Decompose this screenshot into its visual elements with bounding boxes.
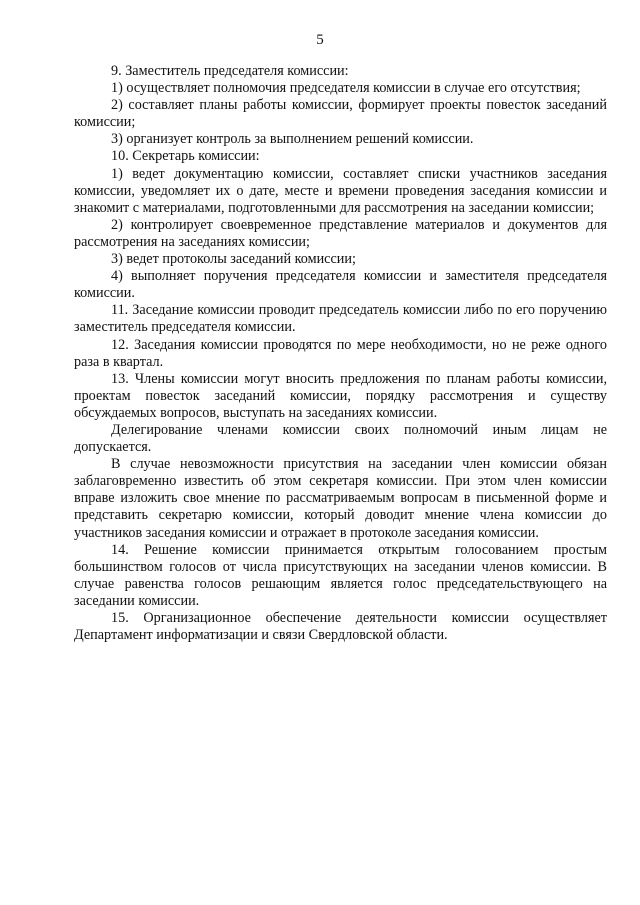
paragraph-9-item-3: 3) организует контроль за выполнением решений комиссии. <box>111 131 474 148</box>
document-body <box>74 63 607 644</box>
paragraph-10-item-1: 1) ведет документацию комиссии, составляет списки участников заседания комиссии, уведомляет их о дате, месте и времени проведения заседания комиссии и знакомит с материалами, подготовленными для рассмотрения на заседании комиссии; <box>74 165 607 216</box>
paragraph-10-item-2: 2) контролирует своевременное представление материалов и документов для рассмотрения на заседаниях комиссии; <box>74 216 607 250</box>
paragraph-12: 12. Заседания комиссии проводятся по мере необходимости, но не реже одного раза в квартал. <box>74 336 607 370</box>
paragraph-10-item-3: 3) ведет протоколы заседаний комиссии; <box>111 251 356 268</box>
paragraph-13-absence: В случае невозможности присутствия на заседании член комиссии обязан заблаговременно известить об этом секретаря комиссии. При этом член комиссии вправе изложить свое мнение по рассматриваемым вопросам в письменной форме и представить секретарю комиссии, который доводит мнение члена комиссии до участников заседания комиссии и отражает в протоколе заседания комиссии. <box>74 456 607 541</box>
paragraph-13-delegation: Делегирование членами комиссии своих полномочий иным лицам не допускается. <box>74 421 607 456</box>
paragraph-14: 14. Решение комиссии принимается открытым голосованием простым большинством голосов от числа присутствующих на заседании членов комиссии. В случае равенства голосов решающим является голос председательствующего на заседании комиссии. <box>74 541 607 609</box>
paragraph-15: 15. Организационное обеспечение деятельности комиссии осуществляет Департамент информатизации и связи Свердловской области. <box>74 610 607 644</box>
page-number: 5 <box>316 32 324 48</box>
paragraph-10-item-4: 4) выполняет поручения председателя комиссии и заместителя председателя комиссии. <box>74 268 607 302</box>
paragraph-9-title: 9. Заместитель председателя комиссии: <box>111 63 349 79</box>
paragraph-11: 11. Заседание комиссии проводит председатель комиссии либо по его поручению заместитель председателя комиссии. <box>74 302 607 336</box>
paragraph-9-item-2: 2) составляет планы работы комиссии, формирует проекты повесток заседаний комиссии; <box>74 97 607 131</box>
paragraph-10-title: 10. Секретарь комиссии: <box>111 148 260 165</box>
paragraph-9-item-1: 1) осуществляет полномочия председателя комиссии в случае его отсутствия; <box>111 80 581 97</box>
paragraph-13: 13. Члены комиссии могут вносить предложения по планам работы комиссии, проектам повесток заседаний комиссии, порядку рассмотрения и существу обсуждаемых вопросов, выступать на заседаниях комиссии. <box>74 370 607 421</box>
